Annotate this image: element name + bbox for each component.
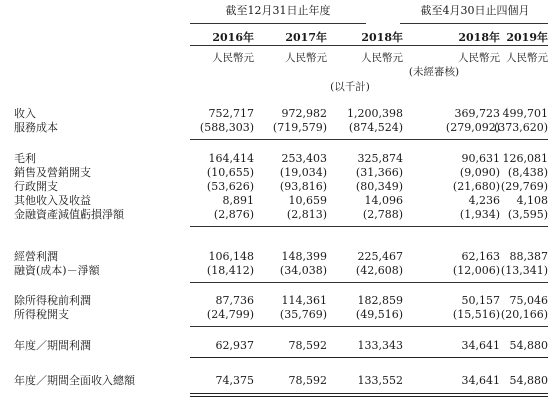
- row-value: 78,592: [288, 374, 327, 387]
- subtotal-rule: [190, 226, 548, 227]
- header-rule-top-four-months: [400, 23, 548, 24]
- year-header: 2019年: [506, 31, 548, 44]
- row-label: 融資(成本)－淨額: [14, 264, 100, 277]
- row-value: (49,516): [355, 308, 403, 321]
- row-value: 62,937: [215, 339, 254, 352]
- subtotal-rule: [190, 326, 548, 327]
- row-value: 225,467: [357, 250, 403, 263]
- row-value: (31,366): [355, 166, 403, 179]
- row-value: (12,006): [452, 264, 500, 277]
- row-value: (42,608): [355, 264, 403, 277]
- table-row: [0, 152, 550, 166]
- row-value: 126,081: [502, 152, 548, 165]
- table-row: [0, 264, 550, 278]
- row-value: 87,736: [215, 294, 254, 307]
- row-value: 253,403: [281, 152, 327, 165]
- row-label: 經營利潤: [14, 250, 58, 263]
- row-value: 62,163: [461, 250, 500, 263]
- row-value: (2,876): [213, 208, 254, 221]
- row-value: (13,341): [500, 264, 548, 277]
- row-value: (9,090): [459, 166, 500, 179]
- table-row: [0, 208, 550, 222]
- row-value: (2,813): [286, 208, 327, 221]
- row-value: (19,034): [279, 166, 327, 179]
- row-value: 164,414: [208, 152, 254, 165]
- year-header: 2017年: [285, 31, 327, 44]
- row-value: 88,387: [509, 250, 548, 263]
- row-value: 499,701: [502, 107, 548, 120]
- row-value: (24,799): [206, 308, 254, 321]
- row-value: (21,680): [452, 180, 500, 193]
- year-header: 2016年: [212, 31, 254, 44]
- group-title-full-year: 截至12月31日止年度: [225, 4, 331, 17]
- row-value: 34,641: [461, 374, 500, 387]
- currency-header: 人民幣元: [458, 52, 500, 64]
- subtotal-rule: [190, 139, 548, 140]
- row-value: (18,412): [206, 264, 254, 277]
- table-row: [0, 107, 550, 121]
- subtotal-rule: [190, 282, 548, 283]
- row-value: 4,236: [468, 194, 500, 207]
- row-value: (53,626): [206, 180, 254, 193]
- row-value: (29,769): [500, 180, 548, 193]
- double-underline-rule: [190, 396, 548, 397]
- currency-header: 人民幣元: [361, 52, 403, 64]
- table-row: [0, 294, 550, 308]
- row-label: 收入: [14, 107, 36, 120]
- row-label: 其他收入及收益: [14, 194, 91, 207]
- row-value: 148,399: [281, 250, 327, 263]
- header-rule-years: [190, 45, 548, 46]
- row-label: 行政開支: [14, 180, 58, 193]
- row-value: (373,620): [494, 121, 549, 134]
- row-value: 90,631: [461, 152, 500, 165]
- row-value: (93,816): [279, 180, 327, 193]
- year-header: 2018年: [458, 31, 500, 44]
- row-value: 78,592: [288, 339, 327, 352]
- row-value: (35,769): [279, 308, 327, 321]
- row-value: 106,148: [208, 250, 254, 263]
- group-title-four-months: 截至4月30日止四個月: [420, 4, 530, 17]
- total-rule: [190, 357, 548, 358]
- row-value: 54,880: [509, 374, 548, 387]
- row-value: (588,303): [199, 121, 254, 134]
- row-value: 75,046: [509, 294, 548, 307]
- row-value: 50,157: [461, 294, 500, 307]
- row-value: 1,200,398: [347, 107, 403, 120]
- row-value: 8,891: [222, 194, 254, 207]
- table-row: [0, 166, 550, 180]
- row-value: (15,516): [452, 308, 500, 321]
- row-value: (80,349): [355, 180, 403, 193]
- row-value: (3,595): [507, 208, 548, 221]
- row-label: 毛利: [14, 152, 36, 165]
- table-row: [0, 308, 550, 322]
- row-value: 114,361: [281, 294, 327, 307]
- table-row: [0, 121, 550, 135]
- row-label: 年度／期間全面收入總額: [14, 374, 135, 387]
- currency-header: 人民幣元: [506, 52, 548, 64]
- row-label: 銷售及營銷開支: [14, 166, 91, 179]
- row-value: 4,108: [516, 194, 548, 207]
- row-value: 14,096: [364, 194, 403, 207]
- table-row: [0, 339, 550, 353]
- row-value: (2,788): [362, 208, 403, 221]
- row-value: 369,723: [454, 107, 500, 120]
- row-value: 182,859: [357, 294, 403, 307]
- table-row: [0, 194, 550, 208]
- row-value: 10,659: [288, 194, 327, 207]
- row-value: (874,524): [348, 121, 403, 134]
- row-value: 34,641: [461, 339, 500, 352]
- row-value: (20,166): [500, 308, 548, 321]
- row-value: 325,874: [357, 152, 403, 165]
- row-label: 所得稅開支: [14, 308, 69, 321]
- year-header: 2018年: [361, 31, 403, 44]
- row-value: 133,552: [357, 374, 403, 387]
- row-label: 金融資產減值虧損淨額: [14, 208, 124, 221]
- currency-header: 人民幣元: [285, 52, 327, 64]
- row-value: 133,343: [357, 339, 403, 352]
- row-value: (10,655): [206, 166, 254, 179]
- row-value: (34,038): [279, 264, 327, 277]
- row-value: 54,880: [509, 339, 548, 352]
- row-value: 972,982: [281, 107, 327, 120]
- table-row: [0, 250, 550, 264]
- row-label: 除所得稅前利潤: [14, 294, 91, 307]
- unaudited-note: (未經審核): [408, 66, 460, 78]
- thousands-note: (以千計): [330, 81, 370, 93]
- row-label: 年度／期間利潤: [14, 339, 91, 352]
- table-row: [0, 374, 550, 388]
- row-value: 752,717: [208, 107, 254, 120]
- row-value: (719,579): [272, 121, 327, 134]
- header-rule-top-full-year: [190, 23, 366, 24]
- row-value: (1,934): [459, 208, 500, 221]
- row-label: 服務成本: [14, 121, 58, 134]
- table-row: [0, 180, 550, 194]
- row-value: 74,375: [215, 374, 254, 387]
- row-value: (8,438): [507, 166, 548, 179]
- total-rule: [190, 393, 548, 394]
- currency-header: 人民幣元: [212, 52, 254, 64]
- row-value: (279,092): [445, 121, 500, 134]
